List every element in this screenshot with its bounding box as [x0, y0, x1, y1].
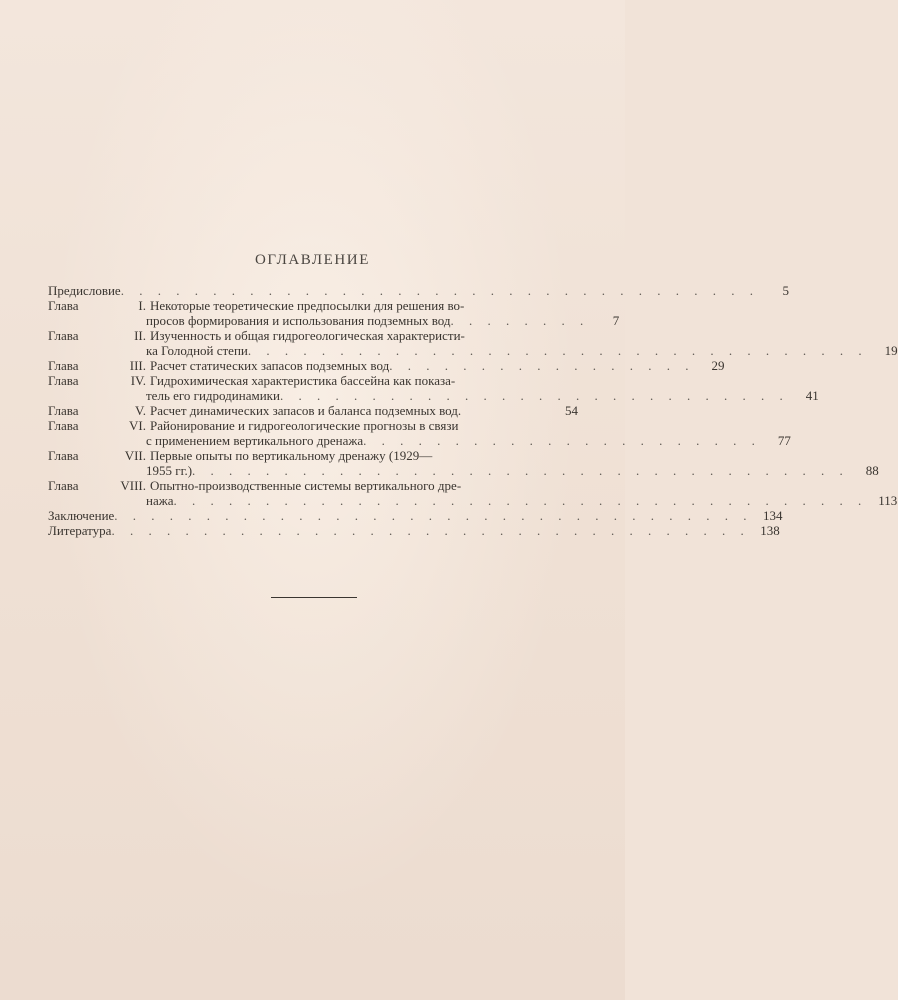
toc-entry-title: Некоторые теоретические предпосылки для решения во-	[150, 298, 465, 313]
toc-entry-title-cont: с применением вертикального дренажа	[146, 433, 364, 448]
toc-page-number: 88	[865, 463, 879, 478]
toc-entry-label: Литература	[48, 523, 112, 538]
leader-dots: . . . . . . . . . . . . . . . . . . . . . . . . . . . . . . . . . . . .	[192, 463, 849, 478]
toc-page-number: 113	[878, 493, 898, 508]
toc-page-number: 138	[760, 523, 780, 538]
leader-dots: . . . . . . . . . . . . . . . . . . . . . . . . . . . . . . . . . . .	[114, 508, 753, 523]
toc-entry-title-cont: 1955 гг.)	[146, 463, 193, 478]
toc-entry-label: Глава	[48, 418, 79, 433]
toc-entry-chapter-8[interactable]	[48, 478, 898, 508]
toc-entry-title-cont: ка Голодной степи	[146, 343, 248, 358]
toc-entry-chapter-7[interactable]	[48, 448, 879, 478]
toc-chapter-number: VI.	[129, 418, 146, 433]
leader-dots: . . . . . . . . . . . . . . . . . . . . . . . . . . . .	[279, 388, 789, 403]
toc-chapter-number: VIII.	[120, 478, 146, 493]
toc-entry-chapter-1[interactable]	[48, 298, 620, 328]
toc-chapter-number: V.	[135, 403, 146, 418]
leader-dots: . . . . . . . . . . . . . . . . . . . . . . . . . . . . . . . . . . .	[111, 523, 750, 538]
toc-page-number: 77	[777, 433, 791, 448]
leader-dots: . . . . . . . . . . . . . . . . . . . . . . . . . . . . . . . . . .	[247, 343, 868, 358]
leader-dots: . . . . . . . . . . . . . . . . . . . . . .	[363, 433, 761, 448]
toc-chapter-number: II.	[134, 328, 146, 343]
page-title: ОГЛАВЛЕНИЕ	[255, 252, 370, 268]
toc-entry-title: Гидрохимическая характеристика бассейна как показа-	[150, 373, 456, 388]
toc-entry-label: Глава	[48, 328, 79, 343]
toc-entry-title: Первые опыты по вертикальному дренажу (1929—	[150, 448, 433, 463]
toc-entry-chapter-2[interactable]	[48, 328, 898, 358]
leader-dots: . . . . . . . . . . . . . . . . . . . . . . . . . . . . . . . . . . . . . .	[173, 493, 868, 508]
toc-entry-chapter-4[interactable]	[48, 373, 819, 403]
toc-entry-label: Глава	[48, 478, 79, 493]
toc-entry-chapter-5[interactable]	[48, 403, 578, 418]
toc-entry-title: Опытно-производственные системы вертикального дре-	[150, 478, 462, 493]
toc-page-number: 41	[805, 388, 819, 403]
toc-entry-title: Расчет статических запасов подземных вод	[150, 358, 390, 373]
toc-page-number: 134	[763, 508, 783, 523]
toc-entry-references[interactable]	[48, 523, 780, 538]
toc-entry-label: Глава	[48, 358, 79, 373]
toc-chapter-number: III.	[129, 358, 146, 373]
toc-page-number: 7	[612, 313, 620, 328]
toc-page-number: 54	[565, 403, 578, 418]
toc-chapter-number: IV.	[130, 373, 146, 388]
toc-entry-label: Глава	[48, 373, 79, 388]
toc-entry-chapter-6[interactable]	[48, 418, 791, 448]
toc-entry-label: Заключение	[48, 508, 115, 523]
toc-chapter-number: VII.	[124, 448, 146, 463]
toc-entry-title: Расчет динамических запасов и баланса подземных вод.	[150, 403, 462, 418]
toc-entry-title-cont: нажа	[146, 493, 174, 508]
table-of-contents	[48, 283, 898, 538]
toc-entry-title-cont: просов формирования и использования подземных вод	[146, 313, 451, 328]
toc-entry-title-cont: тель его гидродинамики	[146, 388, 280, 403]
toc-entry-title: Изученность и общая гидрогеологическая характеристи-	[150, 328, 465, 343]
toc-page-number: 19	[884, 343, 898, 358]
toc-entry-preface[interactable]	[48, 283, 789, 298]
toc-entry-title: Районирование и гидрогеологические прогнозы в связи	[150, 418, 459, 433]
toc-entry-label: Глава	[48, 448, 79, 463]
toc-entry-chapter-3[interactable]	[48, 358, 725, 373]
leader-dots: . . . . . . . . . . . . . . . . .	[389, 358, 695, 373]
toc-entry-label: Глава	[48, 298, 79, 313]
leader-dots: . . . . . . . .	[450, 313, 590, 328]
leader-dots: . . . . . . . . . . . . . . . . . . . . . . . . . . . . . . . . . . .	[120, 283, 759, 298]
toc-entry-label: Глава	[48, 403, 79, 418]
toc-entry-conclusion[interactable]	[48, 508, 783, 523]
toc-page-number: 5	[782, 283, 789, 298]
toc-chapter-number: I.	[138, 298, 146, 313]
divider-rule	[271, 597, 357, 598]
toc-page-number: 29	[711, 358, 725, 373]
toc-entry-label: Предисловие	[48, 283, 121, 298]
